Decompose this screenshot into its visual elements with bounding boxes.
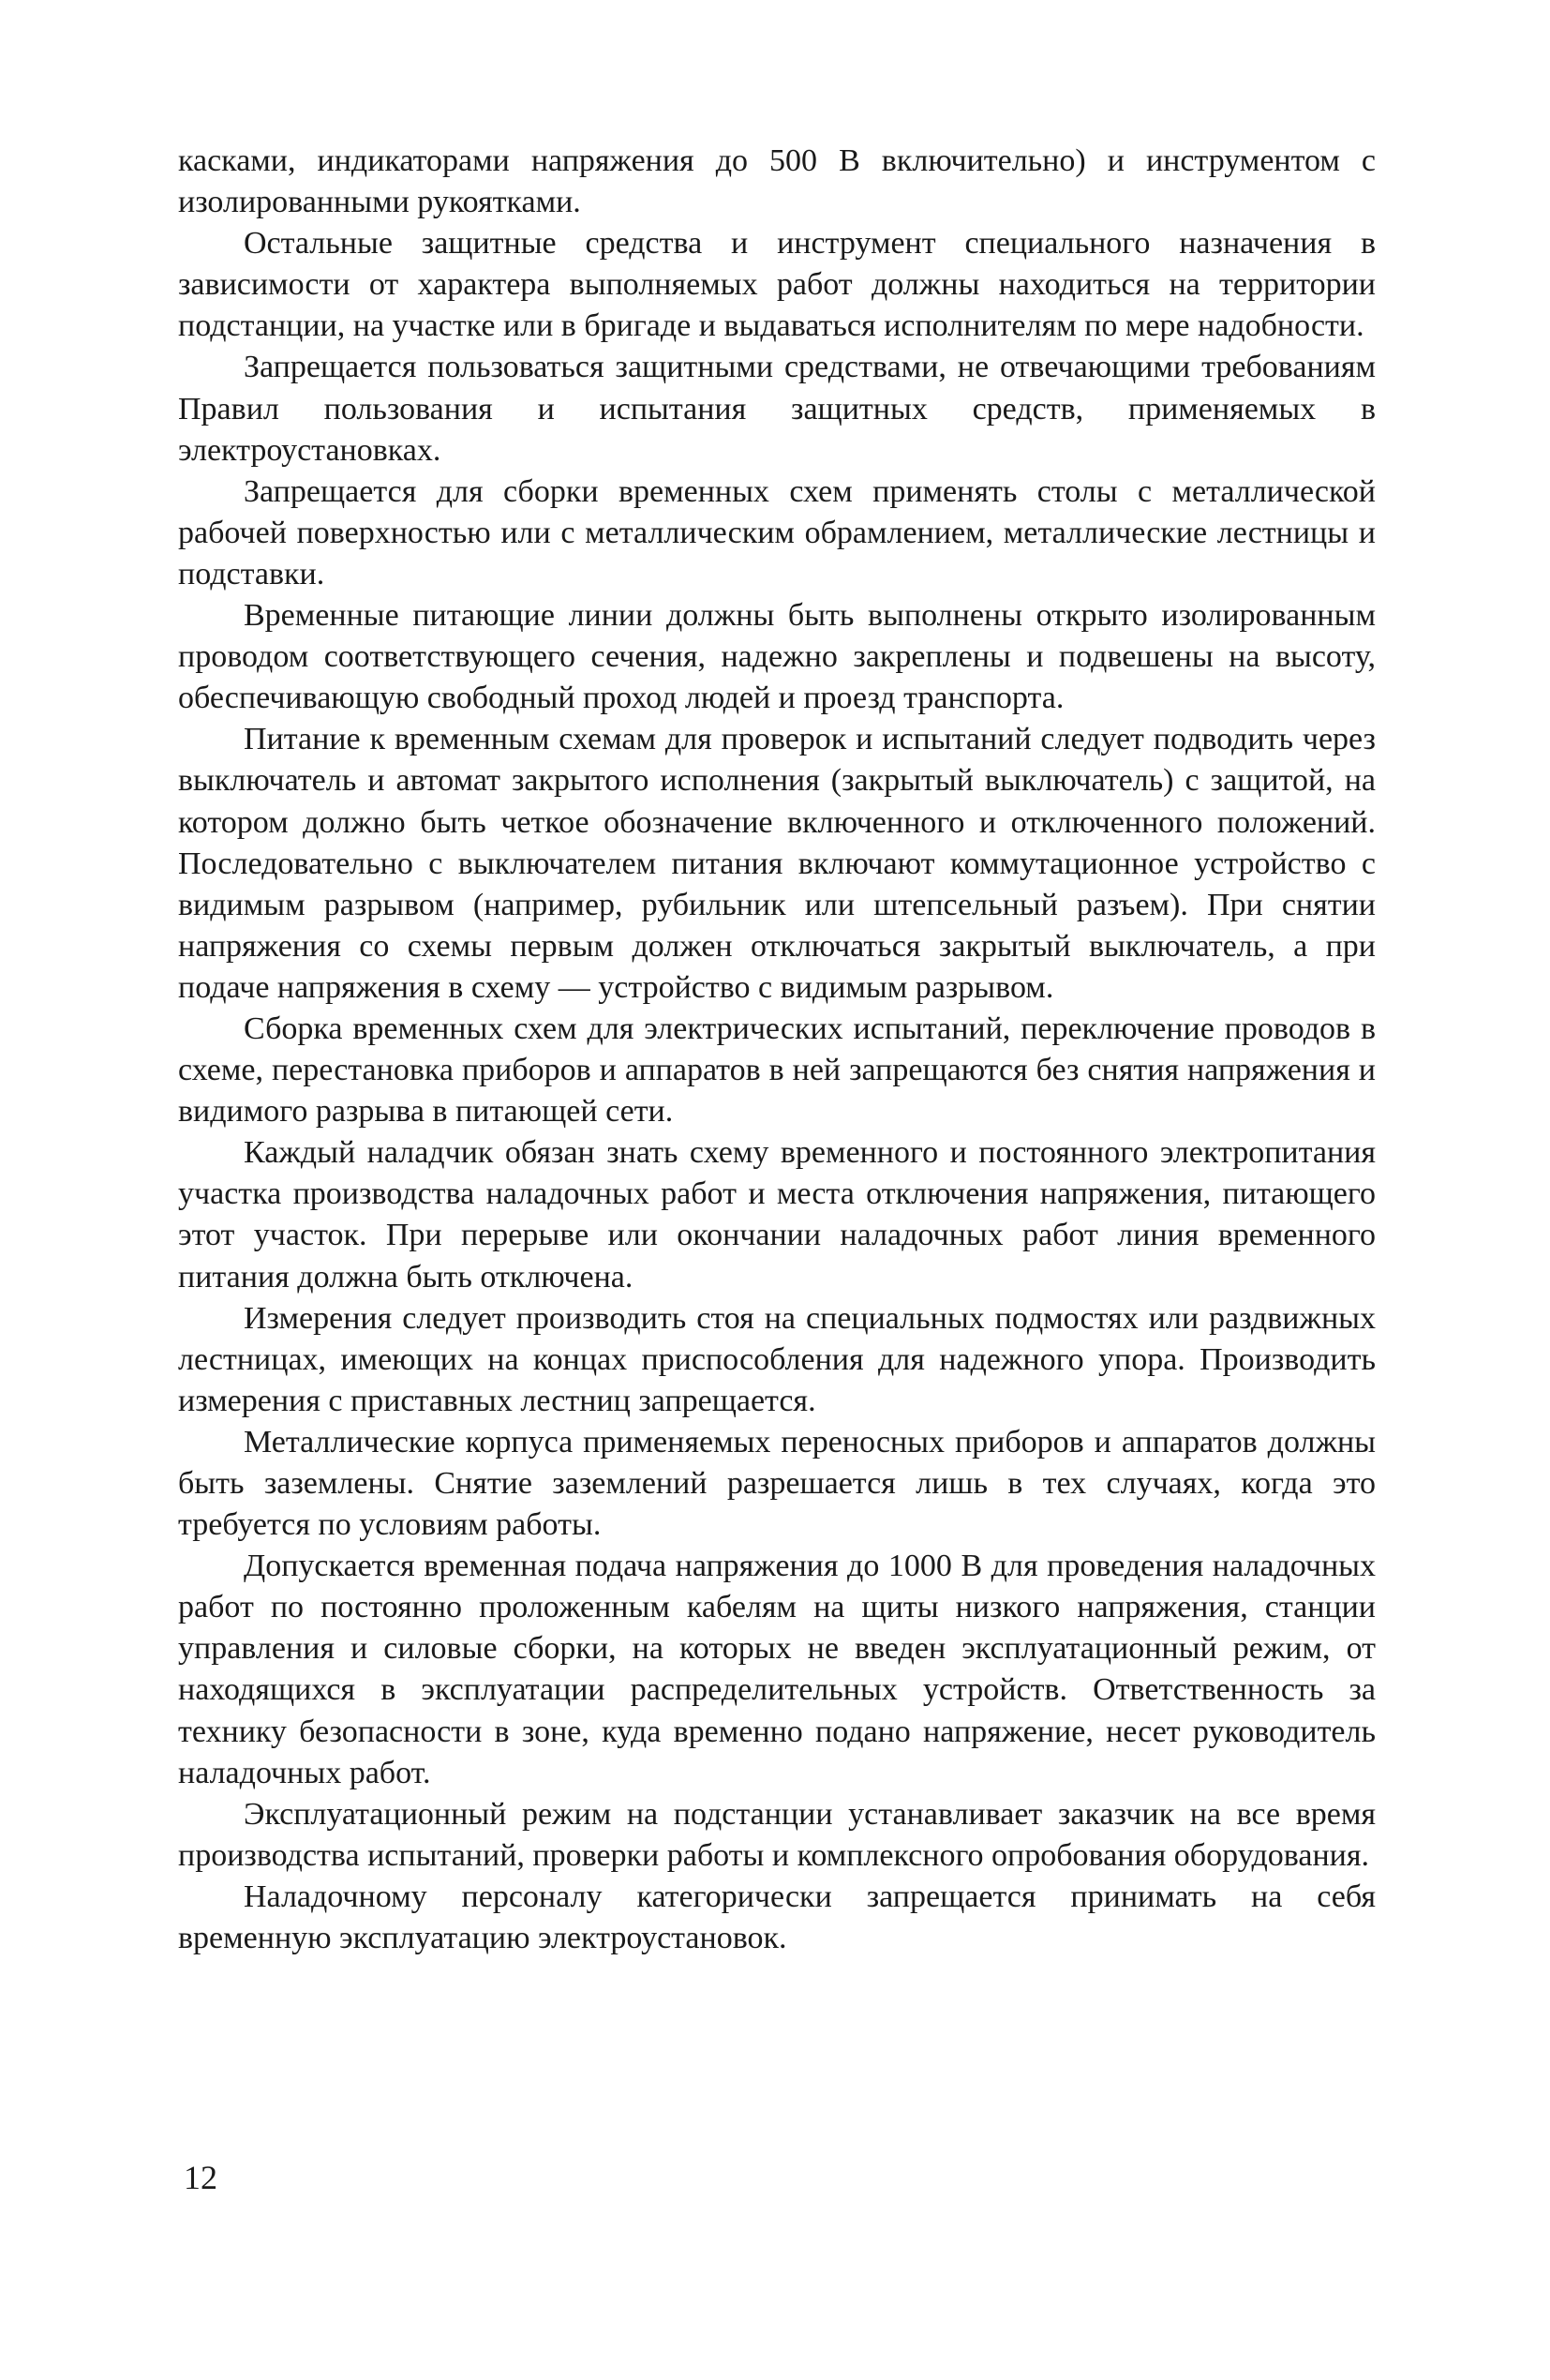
paragraph-13: Наладочному персоналу категорически запрещается принимать на себя временную эксплуатацию электроустановок. <box>178 1879 1376 1956</box>
paragraph-6: Питание к временным схемам для проверок и испытаний следует подводить через выключатель и автомат закрытого исполнения (закрытый выключатель) с защитой, на котором должно быть четкое обозначение включенного и отключенного положений. Последовательно с выключателем питания включают коммутационное устройство с видимым разрывом (например, рубильник или штепсельный разъем). При снятии напряжения со схемы первым должен отключаться закрытый выключатель, а при подаче напряжения в схему — устройство с видимым разрывом. <box>178 722 1376 1005</box>
paragraph-9: Измерения следует производить стоя на специальных подмостях или раздвижных лестницах, имеющих на концах приспособления для надежного упора. Производить измерения с приставных лестниц запрещается. <box>178 1300 1376 1418</box>
body-text <box>178 141 1376 1959</box>
paragraph-2: Остальные защитные средства и инструмент специального назначения в зависимости от характера выполняемых работ должны находиться на территории подстанции, на участке или в бригаде и выдаваться исполнителям по мере надобности. <box>178 226 1376 344</box>
paragraph-7: Сборка временных схем для электрических испытаний, переключение проводов в схеме, перестановка приборов и аппаратов в ней запрещаются без снятия напряжения и видимого разрыва в питающей сети. <box>178 1010 1376 1130</box>
page-number: 12 <box>184 2159 217 2196</box>
paragraph-3: Запрещается пользоваться защитными средствами, не отвечающими требованиям Правил пользования и испытания защитных средств, применяемых в электроустановках. <box>178 350 1376 468</box>
paragraph-11: Допускается временная подача напряжения до 1000 В для проведения наладочных работ по постоянно проложенным кабелям на щиты низкого напряжения, станции управления и силовые сборки, на которых не введен эксплуатационный режим, от находящихся в эксплуатации распределительных устройств. Ответственность за технику безопасности в зоне, куда временно подано напряжение, несет руководитель наладочных работ. <box>178 1549 1376 1790</box>
paragraph-1: касками, индикаторами напряжения до 500 В включительно) и инструментом с изолированными рукоятками. <box>178 143 1376 220</box>
paragraph-12: Эксплуатационный режим на подстанции устанавливает заказчик на все время производства испытаний, проверки работы и комплексного опробования оборудования. <box>178 1796 1376 1873</box>
paragraph-4: Запрещается для сборки временных схем применять столы с металлической рабочей поверхностью или с металлическим обрамлением, металлические лестницы и подставки. <box>178 473 1376 591</box>
paragraph-8: Каждый наладчик обязан знать схему временного и постоянного электропитания участка производства наладочных работ и места отключения напряжения, питающего этот участок. При перерыве или окончании наладочных работ линия временного питания должна быть отключена. <box>178 1135 1376 1295</box>
paragraph-5: Временные питающие линии должны быть выполнены открыто изолированным проводом соответствующего сечения, надежно закреплены и подвешены на высоту, обеспечивающую свободный проход людей и проезд транспорта. <box>178 598 1376 716</box>
paragraph-10: Металлические корпуса применяемых переносных приборов и аппаратов должны быть заземлены. Снятие заземлений разрешается лишь в тех случаях, когда это требуется по условиям работы. <box>178 1424 1376 1543</box>
